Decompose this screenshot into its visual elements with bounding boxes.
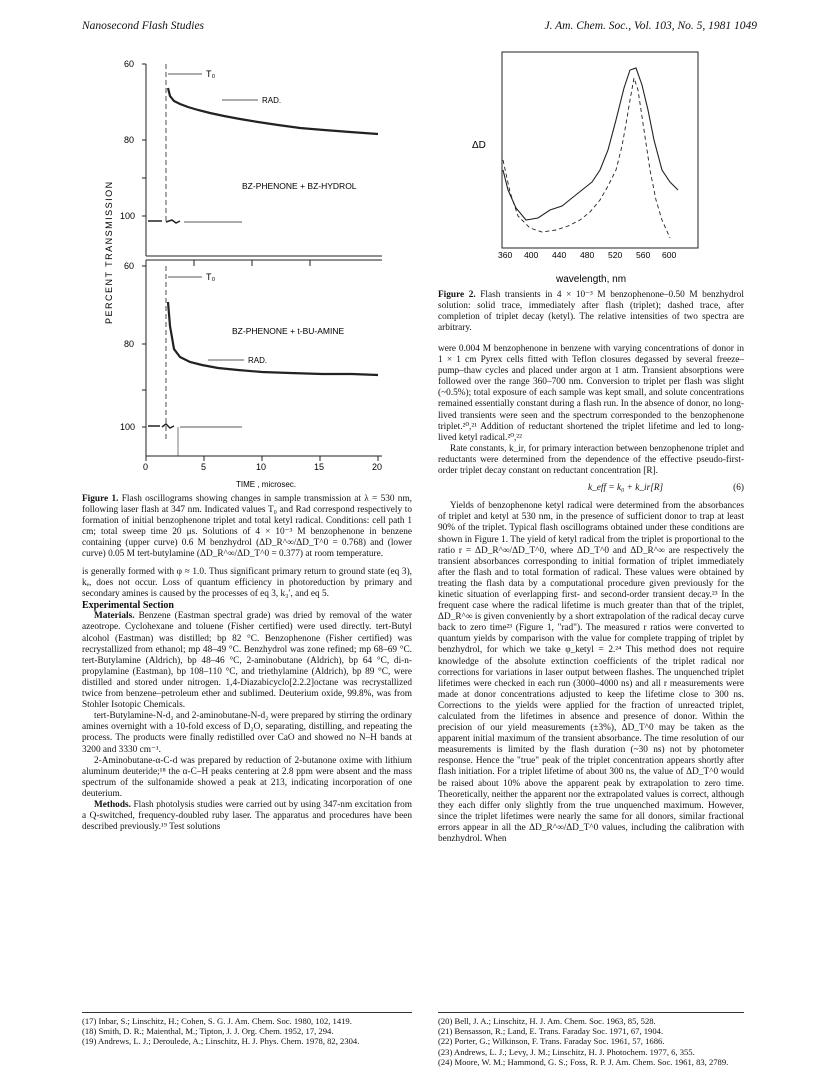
footnote-rule-right: [438, 1012, 744, 1013]
figure-1-caption: [82, 494, 412, 561]
fig2-xlabel: wavelength, nm: [556, 274, 627, 285]
reference-18: (18) Smith, D. R.; Maienthal, M.; Tipton, J. J. Org. Chem. 1952, 17, 294.: [82, 1026, 334, 1037]
fig2-triplet-trace: [503, 68, 678, 220]
deuterated-amines-paragraph: tert-Butylamine-N-d₂ and 2-aminobutane-N-d₂ were prepared by stirring the ordinary amines overnight with a 10-fold excess of D₂O, separating, distilling, and repeating the process. The products were finally redistilled over CaO and showed no N–H bands at 3200 and 3330 cm⁻¹.: [82, 711, 412, 755]
reference-24: (24) Moore, W. M.; Hammond, G. S.; Foss, R. P. J. Am. Chem. Soc. 1961, 83, 2789.: [438, 1056, 729, 1067]
fig1-upper-baseline: [148, 220, 180, 223]
fig1-upper-ytick-80: 80: [124, 135, 135, 145]
running-header-left: Nanosecond Flash Studies: [82, 20, 205, 32]
materials-text: Benzene (Eastman spectral grade) was dried by removal of the water azeotrope. Cyclohexane and toluene (Fisher certified) were used directly. tert-Butyl alcohol (Eastman) was distilled; bp 82 °C. Benzophenone (Fisher certified) was recrystallized from ethanol; mp 48–49 °C. Benzhydrol was zone refined; mp 68–69 °C. tert-Butylamine (Aldrich), bp 48–46 °C, 2-aminobutane (Aldrich), bp 64 °C, di-n-propylamine (Eastman), bp 108–110 °C, and triethylamine (Aldrich), bp 89 °C, were distilled and stored under nitrogen. 1,4-Diazabicyclo[2.2.2]octane was recrystallized twice from benzene–petroleum ether and sublimed. Deuterium oxide, 99.8%, was from Stohler Isotopic Chemicals.: [82, 611, 412, 711]
fig2-ketyl-trace: [503, 78, 670, 238]
fig1-ylabel: PERCENT TRANSMISSION: [104, 180, 114, 324]
fig2-xtick-520: 520: [608, 250, 623, 260]
fig1-lower-trace: [168, 302, 378, 375]
fig1-upper-rad-label: RAD.: [262, 96, 282, 105]
left-column-text: [82, 567, 412, 833]
fig1-xtick-5: 5: [201, 462, 207, 472]
methods-text: Flash photolysis studies were carried out by using 347-nm excitation from a Q-switched, frequency-doubled ruby laser. The apparatus and procedures have been described previously.¹⁹ Test solutions: [82, 799, 413, 833]
fig1-xtick-15: 15: [314, 462, 325, 472]
figure-2-caption: [438, 290, 744, 334]
fig1-upper-label: BZ-PHENONE + BZ-HYDROL: [242, 181, 357, 191]
figure-2-caption-label: Figure 2.: [438, 290, 476, 300]
reference-20: (20) Bell, J. A.; Linschitz, H. J. Am. Chem. Soc. 1963, 85, 528.: [438, 1016, 656, 1026]
running-header-right: J. Am. Chem. Soc., Vol. 103, No. 5, 1981 1049: [544, 20, 757, 32]
right-para-1: were 0.004 M benzophenone in benzene with varying concentrations of donor in 1 × 1 cm Pyrex cells fitted with Teflon closures degassed by several freeze–pump–thaw cycles and placed under argon at 1 atm. Transient absorptions were followed over the range 360–700 nm. Conversion to triplet per flash was slight (~0.5%); total exposure of each sample was kept small, and solute concentrations remained essentially constant during a flash run. In the absence of donor, no long-lived transients were seen and the spectrum corresponded to the benzophenone triplet.²⁰,²¹ Addition of reductant shortened the triplet lifetime and led to long-lived ketyl radical.²⁰,²²: [438, 344, 744, 443]
reference-17: (17) Inbar, S.; Linschitz, H.; Cohen, S. G. J. Am. Chem. Soc. 1980, 102, 1419.: [82, 1016, 352, 1026]
fig2-xtick-560: 560: [636, 250, 651, 260]
fig2-xtick-360: 360: [498, 250, 513, 260]
reference-21: (21) Bensasson, R.; Land, E. Trans. Faraday Soc. 1971, 67, 1904.: [438, 1026, 664, 1037]
fig1-lower-ytick-60: 60: [124, 261, 135, 271]
equation-6-number: (6): [733, 483, 744, 494]
fig2-xtick-440: 440: [552, 250, 567, 260]
methods-runin: Methods.: [94, 799, 131, 810]
figure-2-spectra: [466, 40, 716, 290]
equation-6: [438, 483, 744, 494]
fig1-lower-t0-label: T₀: [206, 272, 216, 282]
references-right: [438, 1016, 744, 1067]
fig1-lower-baseline: [148, 424, 174, 428]
right-para-3: Yields of benzophenone ketyl radical were determined from the absorbances of triplet and ketyl at 530 nm, in the presence of sufficient donor to trap at least 90% of the triplet. Typical flash oscillograms obtained under these conditions are shown in Figure 1. The yield of ketyl radical from the triplet is proportional to the ratio r = ΔD_R^∞/ΔD_T^0, where ΔD_T^0 and ΔD_R^∞ are respectively the transient absorbances corresponding to initial formation of triplet immediately after the flash and to total formation of radical. These values were obtained by treating the flash data by a computational procedure given previously for the kinetic situation of everlapping first- and second-order transient decay.²³ In the frequent case where the radical lifetime is much greater than that of the triplet, ΔD_R^∞ is given conveniently by a short extrapolation of the radical decay curve back to zero time²³ (Figure 1, "rad"). The measured r ratios were converted to quantum yields by comparison with the value for complete trapping of triplet by benzhydrol, for which we take φ_ketyl = 2.²⁴ This method does not require knowledge of the absolute extinction coefficients of the triplet radical nor corrections for variations in laser output between flashes. The unquenched triplet lifetimes were checked in each run (3000–4000 ns) and all r measurements were made at donor concentrations adjusted to keep the lifetime close to 300 ns. Corrections to the yields were applied for the fraction of unreacted triplet, calculated from the lifetimes in absence and presence of donor. Within the precision of our yield measurements (±3%), ΔD_T^0 may be taken as the apparent initial maximum of the transient absorbance. The time resolution of our measurements is limited by the flash duration (~30 ns) not by photometer response. Hence the "true" peak of the triplet concentration appears shortly after flash initiation. For a triplet lifetime of about 300 ns, the value of ΔD_T^0 would be raised about 10% above the apparent peak by extrapolation to zero time. Theoretically, neither the apparent nor the extrapolated values is correct, although they each differ only slightly from the true unquenched maximum. However, since the triplet lifetimes were nearly the same for all donors, similar fractional errors appear in all the ΔD_R^∞/ΔD_T^0 values, including the calibration with benzhydrol. When: [438, 501, 744, 845]
reference-23: (23) Andrews, L. J.; Levy, J. M.; Linschitz, H. J. Photochem. 1977, 6, 355.: [438, 1046, 695, 1057]
fig2-xtick-480: 480: [580, 250, 595, 260]
fig2-xtick-400: 400: [524, 250, 539, 260]
left-para-1: is generally formed with φ ≈ 1.0. Thus significant primary return to ground state (eq 3), kₑ, does not occur. Loss of quantum efficiency in photoreduction by primary and secondary amines is caused by the processes of eq 3, k₃′, and eq 5.: [82, 567, 412, 600]
figure-1-oscillograms: [82, 44, 412, 494]
fig1-upper-t0-label: T₀: [206, 69, 216, 79]
right-para-2: Rate constants, k_ir, for primary interaction between benzophenone triplet and reductants were determined from the dependence of the effective pseudo-first-order triplet decay constant on reductant concentration [R].: [438, 443, 744, 477]
fig1-xlabel: TIME , microsec.: [236, 480, 297, 489]
fig1-upper-ytick-100: 100: [120, 211, 136, 221]
fig1-upper-ytick-60: 60: [124, 59, 135, 69]
fig1-lower-ytick-80: 80: [124, 339, 135, 349]
references-left: [82, 1016, 412, 1047]
reference-19: (19) Andrews, L. J.; Deroulede, A.; Linschitz, H. J. Phys. Chem. 1978, 82, 2304.: [82, 1036, 360, 1047]
materials-runin: Materials.: [94, 611, 135, 622]
fig1-lower-rad-label: RAD.: [248, 356, 268, 365]
right-column-text: [438, 344, 744, 845]
experimental-section-heading: Experimental Section: [82, 600, 174, 612]
fig1-lower-ytick-100: 100: [120, 422, 136, 432]
fig1-lower-label: BZ-PHENONE + t-BU-AMINE: [232, 326, 345, 336]
footnote-rule-left: [82, 1012, 412, 1013]
aminobutane-paragraph: 2-Aminobutane-α-C-d was prepared by reduction of 2-butanone oxime with lithium aluminum deuteride;¹⁸ the α-C–H peaks centering at 2.8 ppm were absent and the mass spectrum of the sulfonamide showed a peak at 213, indicating incorporation of one deuterium.: [82, 755, 412, 799]
fig1-xtick-20: 20: [372, 462, 383, 472]
materials-paragraph: [82, 611, 412, 711]
figure-1-caption-label: Figure 1.: [82, 494, 119, 504]
equation-6-text: k_eff = k₀ + k_ir[R]: [588, 483, 664, 494]
fig1-xtick-10: 10: [256, 462, 267, 472]
fig1-xtick-0: 0: [143, 462, 149, 472]
reference-22: (22) Porter, G.; Wilkinson, F. Trans. Faraday Soc. 1961, 57, 1686.: [438, 1036, 665, 1047]
figure-2-caption-text: Flash transients in 4 × 10⁻³ M benzophenone–0.50 M benzhydrol solution: solid trace, immediately after flash (triplet); dashed trace, after completion of triplet decay (ketyl). The relative intensities of two spectra are arbitrary.: [438, 290, 744, 334]
fig1-upper-trace: [168, 88, 378, 134]
methods-paragraph: [82, 800, 412, 833]
fig2-xtick-600: 600: [662, 250, 677, 260]
fig2-ylabel: ΔD: [472, 140, 486, 151]
figure-1-caption-text: Flash oscillograms showing changes in sample transmission at λ = 530 nm, following laser flash at 347 nm. Indicated values T₀ and Rad correspond respectively to formation of initial benzophenone triplet and total ketyl radical. Conditions: cell path 1 cm; total sweep time 20 μs. Solutions of 4 × 10⁻³ M benzophenone in benzene containing (upper curve) 0.6 M benzhydrol (ΔD_R^∞/ΔD_T^0 = 0.768) and (lower curve) 0.05 M tert-butylamine (ΔD_R^∞/ΔD_T^0 = 0.377) at room temperature.: [82, 494, 412, 560]
